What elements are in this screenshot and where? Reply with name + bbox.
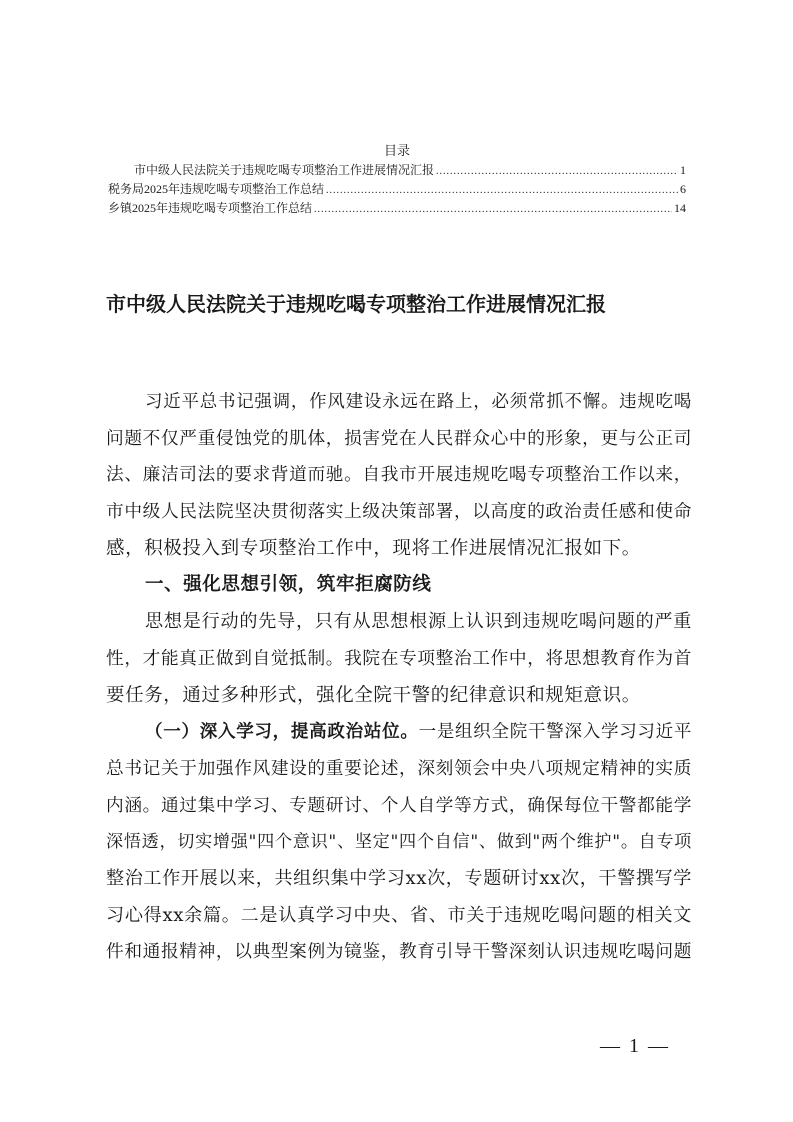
- subsection-heading: （一）深入学习，提高政治站位。: [145, 722, 419, 743]
- paragraph-line: 要任务，通过多种形式，强化全院干警的纪律意识和规矩意识。: [106, 684, 641, 706]
- toc-entry[interactable]: [108, 180, 686, 199]
- toc-entry-label: 税务局2025年违规吃喝专项整治工作总结: [108, 182, 325, 196]
- toc-entry-page: 1: [680, 163, 686, 177]
- section-heading: 一、强化思想引领，筑牢拒腐防线: [145, 574, 432, 596]
- paragraph-line: [106, 714, 692, 751]
- paragraph-text: 一是组织全院干警深入学习习近平: [418, 722, 693, 743]
- paragraph-line: 问题不仅严重侵蚀党的肌体，损害党在人民群众心中的形象，更与公正司: [106, 428, 692, 449]
- toc-entry-label: 市中级人民法院关于违规吃喝专项整治工作进展情况汇报: [134, 163, 435, 177]
- toc-entry[interactable]: [108, 161, 686, 180]
- toc-entry-label: 乡镇2025年违规吃喝专项整治工作总结: [108, 201, 313, 215]
- paragraph-line: 深悟透，切实增强"四个意识"、坚定"四个自信"、做到"两个维护"。自专项: [106, 832, 692, 853]
- paragraph-line: 法、廉洁司法的要求背道而驰。自我市开展违规吃喝专项整治工作以来，: [106, 465, 692, 486]
- paragraph-line: 市中级人民法院坚决贯彻落实上级决策部署，以高度的政治责任感和使命: [106, 502, 692, 523]
- paragraph-line: 内涵。通过集中学习、专题研讨、个人自学等方式，确保每位干警都能学: [106, 795, 692, 816]
- paragraph-line: 习近平总书记强调，作风建设永远在路上，必须常抓不懈。违规吃喝: [145, 392, 692, 412]
- paragraph-line: 件和通报精神，以典型案例为镜鉴，教育引导干警深刻认识违规吃喝问题: [106, 942, 692, 963]
- paragraph-line: 性，才能真正做到自觉抵制。我院在专项整治工作中，将思想教育作为首: [106, 648, 692, 669]
- toc-dot-leader: [436, 162, 678, 181]
- document-body: [106, 384, 692, 971]
- table-of-contents: [108, 142, 686, 218]
- toc-entry[interactable]: [108, 199, 686, 218]
- paragraph-line: 总书记关于加强作风建设的重要论述，深刻领会中央八项规定精神的实质: [106, 758, 692, 779]
- document-title: 市中级人民法院关于违规吃喝专项整治工作进展情况汇报: [106, 292, 606, 316]
- toc-dot-leader: [314, 200, 672, 219]
- paragraph-line: 习心得xx余篇。二是认真学习中央、省、市关于违规吃喝问题的相关文: [106, 904, 692, 926]
- toc-entry-page: 6: [680, 182, 686, 196]
- page-number: — 1 —: [600, 1035, 670, 1057]
- toc-entry-page: 14: [674, 201, 686, 215]
- toc-title: 目录: [383, 143, 410, 158]
- toc-dot-leader: [326, 181, 678, 200]
- paragraph-line: 整治工作开展以来，共组织集中学习xx次，专题研讨xx次，干警撰写学: [106, 867, 692, 889]
- paragraph-line: 感，积极投入到专项整治工作中，现将工作进展情况汇报如下。: [106, 537, 641, 559]
- paragraph-line: 思想是行动的先导，只有从思想根源上认识到违规吃喝问题的严重: [145, 611, 692, 633]
